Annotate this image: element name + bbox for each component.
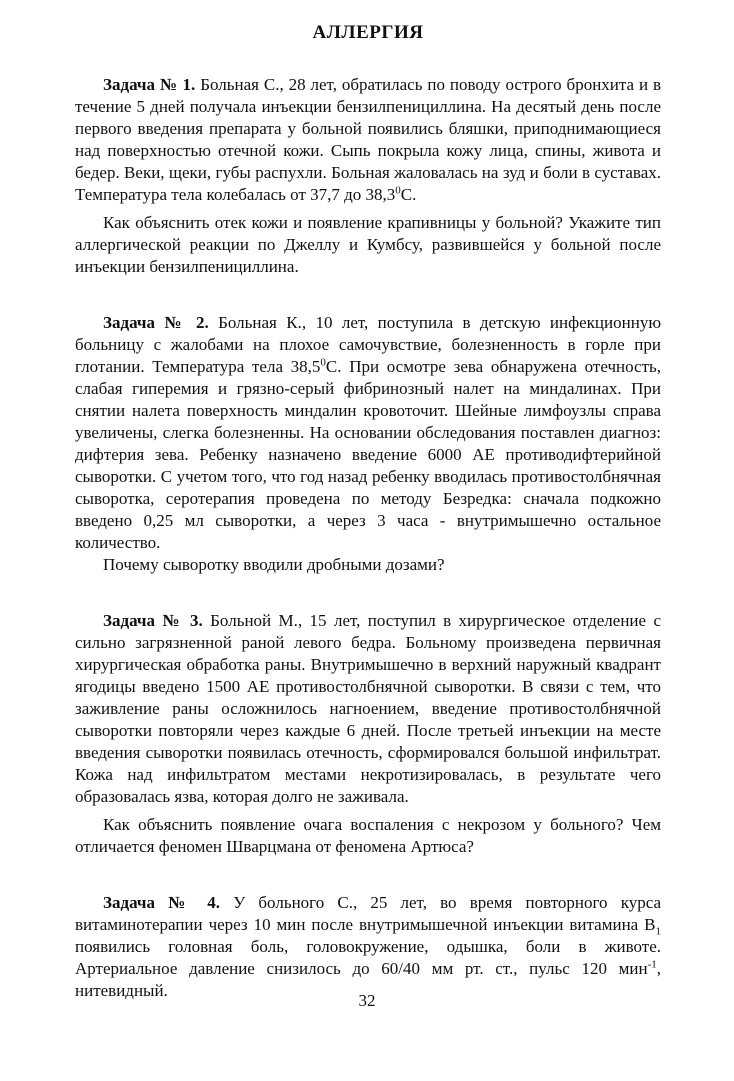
page-number: 32 — [358, 991, 376, 1010]
task-2-label: Задача № 2. — [103, 313, 209, 332]
task-4-text-mid: появились головная боль, головокружение, одышка, боли в животе. Артериальное давление снизилось до 60/40 мм рт. ст., пульс 120 мин — [75, 937, 661, 978]
subscript: 1 — [655, 925, 661, 938]
task-3-question: Как объяснить появление очага воспаления с некрозом у больного? Чем отличается феномен Шварцмана от феномена Артюса? — [75, 815, 661, 856]
task-1-body — [75, 74, 661, 206]
task-2-text-end: С. При осмотре зева обнаружена отечность, слабая гиперемия и грязно-серый фибринозный налет на миндалинах. При снятии налета поверхность миндалин кровоточит. Шейные лимфоузлы справа увеличены, слегка болезненны. На основании обследования поставлен диагноз: дифтерия зева. Ребенку назначено введение 6000 АЕ противодифтерийной сыворотки. С учетом того, что год назад ребенку вводилась противостолбнячная сыворотка, серотерапия проведена по методу Безредка: сначала подкожно введено 0,25 мл сыворотки, а через 3 часа - внутримышечно остальное количество. — [75, 357, 661, 552]
task-4-body — [75, 892, 661, 1002]
task-4-text-end: , нитевидный. — [75, 959, 661, 1000]
page-title: АЛЛЕРГИЯ — [312, 22, 424, 43]
task-3 — [75, 610, 661, 858]
task-1-text: Больная С., 28 лет, обратилась по поводу острого бронхита и в течение 5 дней получала инъекции бензилпенициллина. На десятый день после первого введения препарата у больной появились бляшки, приподнимающиеся над поверхностью отечной кожи. Сыпь покрыла кожу лица, спины, живота и бедер. Веки, щеки, губы распухли. Больная жаловалась на зуд и боли в суставах. Температура тела колебалась от 37,7 до 38,3 — [75, 75, 662, 204]
task-1 — [75, 74, 661, 278]
task-3-body — [75, 610, 661, 808]
task-2-question: Почему сыворотку вводили дробными дозами? — [103, 555, 445, 574]
task-1-label: Задача № 1. — [103, 75, 196, 94]
task-1-question: Как объяснить отек кожи и появление крапивницы у больной? Укажите тип аллергической реакции по Джеллу и Кумбсу, развившейся у больной после инъекции бензилпенициллина. — [75, 213, 661, 276]
task-3-text: Больной М., 15 лет, поступил в хирургическое отделение с сильно загрязненной раной левого бедра. Больному произведена первичная хирургическая обработка раны. Внутримышечно в верхний наружный квадрант ягодицы введено 1500 АЕ противостолбнячной сыворотки. В связи с тем, что заживление раны осложнилось нагноением, введение противостолбнячной сыворотки повторяли через каждые 6 дней. После третьей инъекции на месте введения сыворотки появилась отечность, сформировался большой инфильтрат. Кожа над инфильтратом местами некротизировалась, в результате чего образовалась язва, которая долго не заживала. — [75, 611, 662, 806]
task-4-label: Задача № 4. — [103, 893, 221, 912]
task-4 — [75, 892, 661, 1002]
task-2 — [75, 312, 661, 576]
page-content — [75, 22, 661, 1002]
task-4-text: У больного С., 25 лет, во время повторного курса витаминотерапии через 10 мин после внутримышечной инъекции витамина В — [75, 893, 662, 934]
task-3-label: Задача № 3. — [103, 611, 203, 630]
degree-mark: 0 — [320, 356, 326, 369]
degree-mark: 0 — [395, 184, 401, 197]
task-1-text-end: С. — [400, 185, 417, 204]
task-2-text: Больная К., 10 лет, поступила в детскую инфекционную больницу с жалобами на плохое самочувствие, болезненность в горле при глотании. Температура тела 38,5 — [75, 313, 662, 376]
superscript: -1 — [647, 958, 657, 971]
task-2-body — [75, 312, 661, 554]
